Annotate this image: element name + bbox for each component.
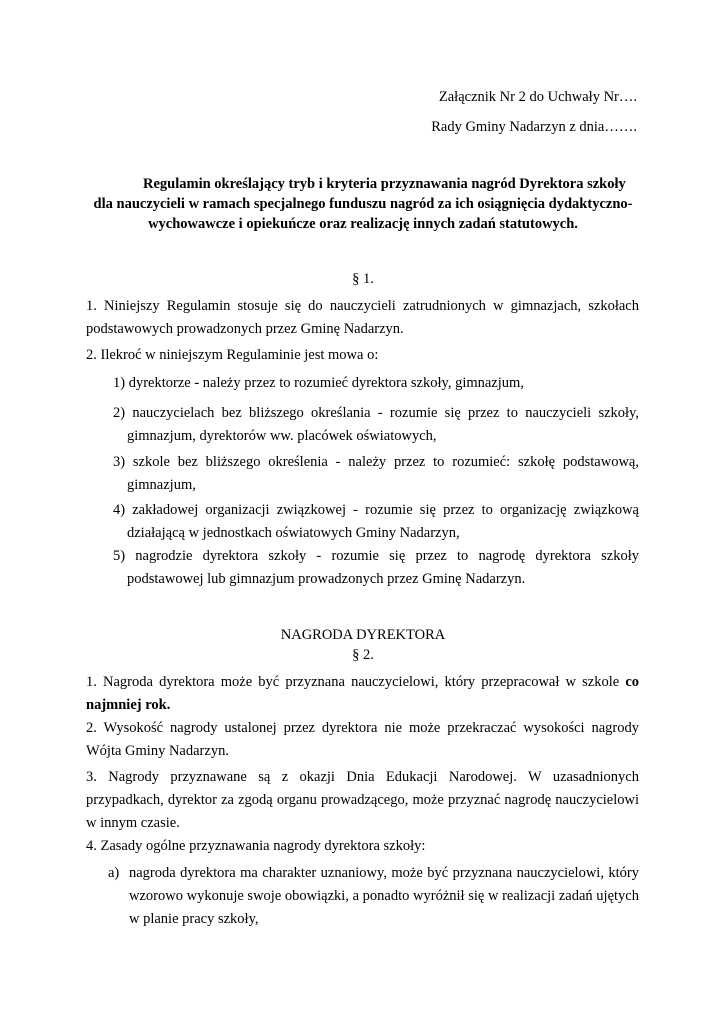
definition-item-5 xyxy=(113,545,639,591)
paragraph-1-bold: co najmniej rok. xyxy=(86,674,639,713)
section-2-paragraph-1 xyxy=(86,671,639,717)
definition-item-1 xyxy=(113,372,639,395)
section-2-item-a: nagroda dyrektora ma charakter uznaniowy, może być przyznana nauczycielowi, który wzorowo wykonuje swoje obowiązki, a ponadto wyróżnił się w realizacji zadań ujętych w planie pracy szkoły, xyxy=(129,865,639,927)
section-1-paragraph-1: 1. Niniejszy Regulamin stosuje się do nauczycieli zatrudnionych w gimnazjach, szkołach podstawowych prowadzonych przez Gminę Nadarzyn. xyxy=(86,298,639,337)
definition-item-2 xyxy=(113,402,639,448)
title-line-1: Regulamin określający tryb i kryteria przyznawania nagród Dyrektora szkoły xyxy=(143,176,626,192)
title-line-3: wychowawcze i opiekuńcze oraz realizację innych zadań statutowych. xyxy=(148,216,578,232)
attachment-line: Załącznik Nr 2 do Uchwały Nr…. xyxy=(438,89,637,105)
definition-item-3 xyxy=(113,451,639,497)
definition-item-4 xyxy=(113,499,639,545)
section-2-paragraph-3: 3. Nagrody przyznawane są z okazji Dnia Edukacji Narodowej. W uzasadnionych przypadkach, dyrektor za zgodą organu prowadzącego, może przyznać nagrodę nauczycielowi w innym czasie. xyxy=(86,769,639,831)
definition-text: 3) szkole bez bliższego określenia - należy przez to rozumieć: szkołę podstawową, gimnazjum, xyxy=(113,454,639,493)
section-2-paragraph-2: 2. Wysokość nagrody ustalonej przez dyrektora nie może przekraczać wysokości nagrody Wójta Gminy Nadarzyn. xyxy=(86,720,639,759)
section-1-heading: § 1. xyxy=(352,271,374,287)
section-2-paragraph-4: 4. Zasady ogólne przyznawania nagrody dyrektora szkoły: xyxy=(86,838,426,854)
paragraph-1-text: 1. Nagroda dyrektora może być przyznana nauczycielowi, który przepracował w szkole xyxy=(86,674,620,690)
section-2-title: NAGRODA DYREKTORA xyxy=(280,627,446,643)
section-1-paragraph-2: 2. Ilekroć w niniejszym Regulaminie jest mowa o: xyxy=(86,347,379,363)
definition-text: 2) nauczycielach bez bliższego określania - rozumie się przez to nauczycieli szkoły, gimnazjum, dyrektorów ww. placówek oświatowych, xyxy=(113,405,639,444)
definition-text: 5) nagrodzie dyrektora szkoły - rozumie się przez to nagrodę dyrektora szkoły podstawowej lub gimnazjum prowadzonych przez Gminę Nadarzyn. xyxy=(113,548,639,587)
title-line-2: dla nauczycieli w ramach specjalnego funduszu nagród za ich osiągnięcia dydaktyczno- xyxy=(93,196,633,212)
definition-text: 4) zakładowej organizacji związkowej - rozumie się przez to organizację związkową działającą w jednostkach oświatowych Gminy Nadarzyn, xyxy=(113,502,639,541)
section-2-heading: § 2. xyxy=(352,647,374,663)
definition-text: 1) dyrektorze - należy przez to rozumieć dyrektora szkoły, gimnazjum, xyxy=(113,375,524,391)
list-marker-a: a) xyxy=(108,865,120,881)
council-date-line: Rady Gminy Nadarzyn z dnia……. xyxy=(431,119,637,135)
